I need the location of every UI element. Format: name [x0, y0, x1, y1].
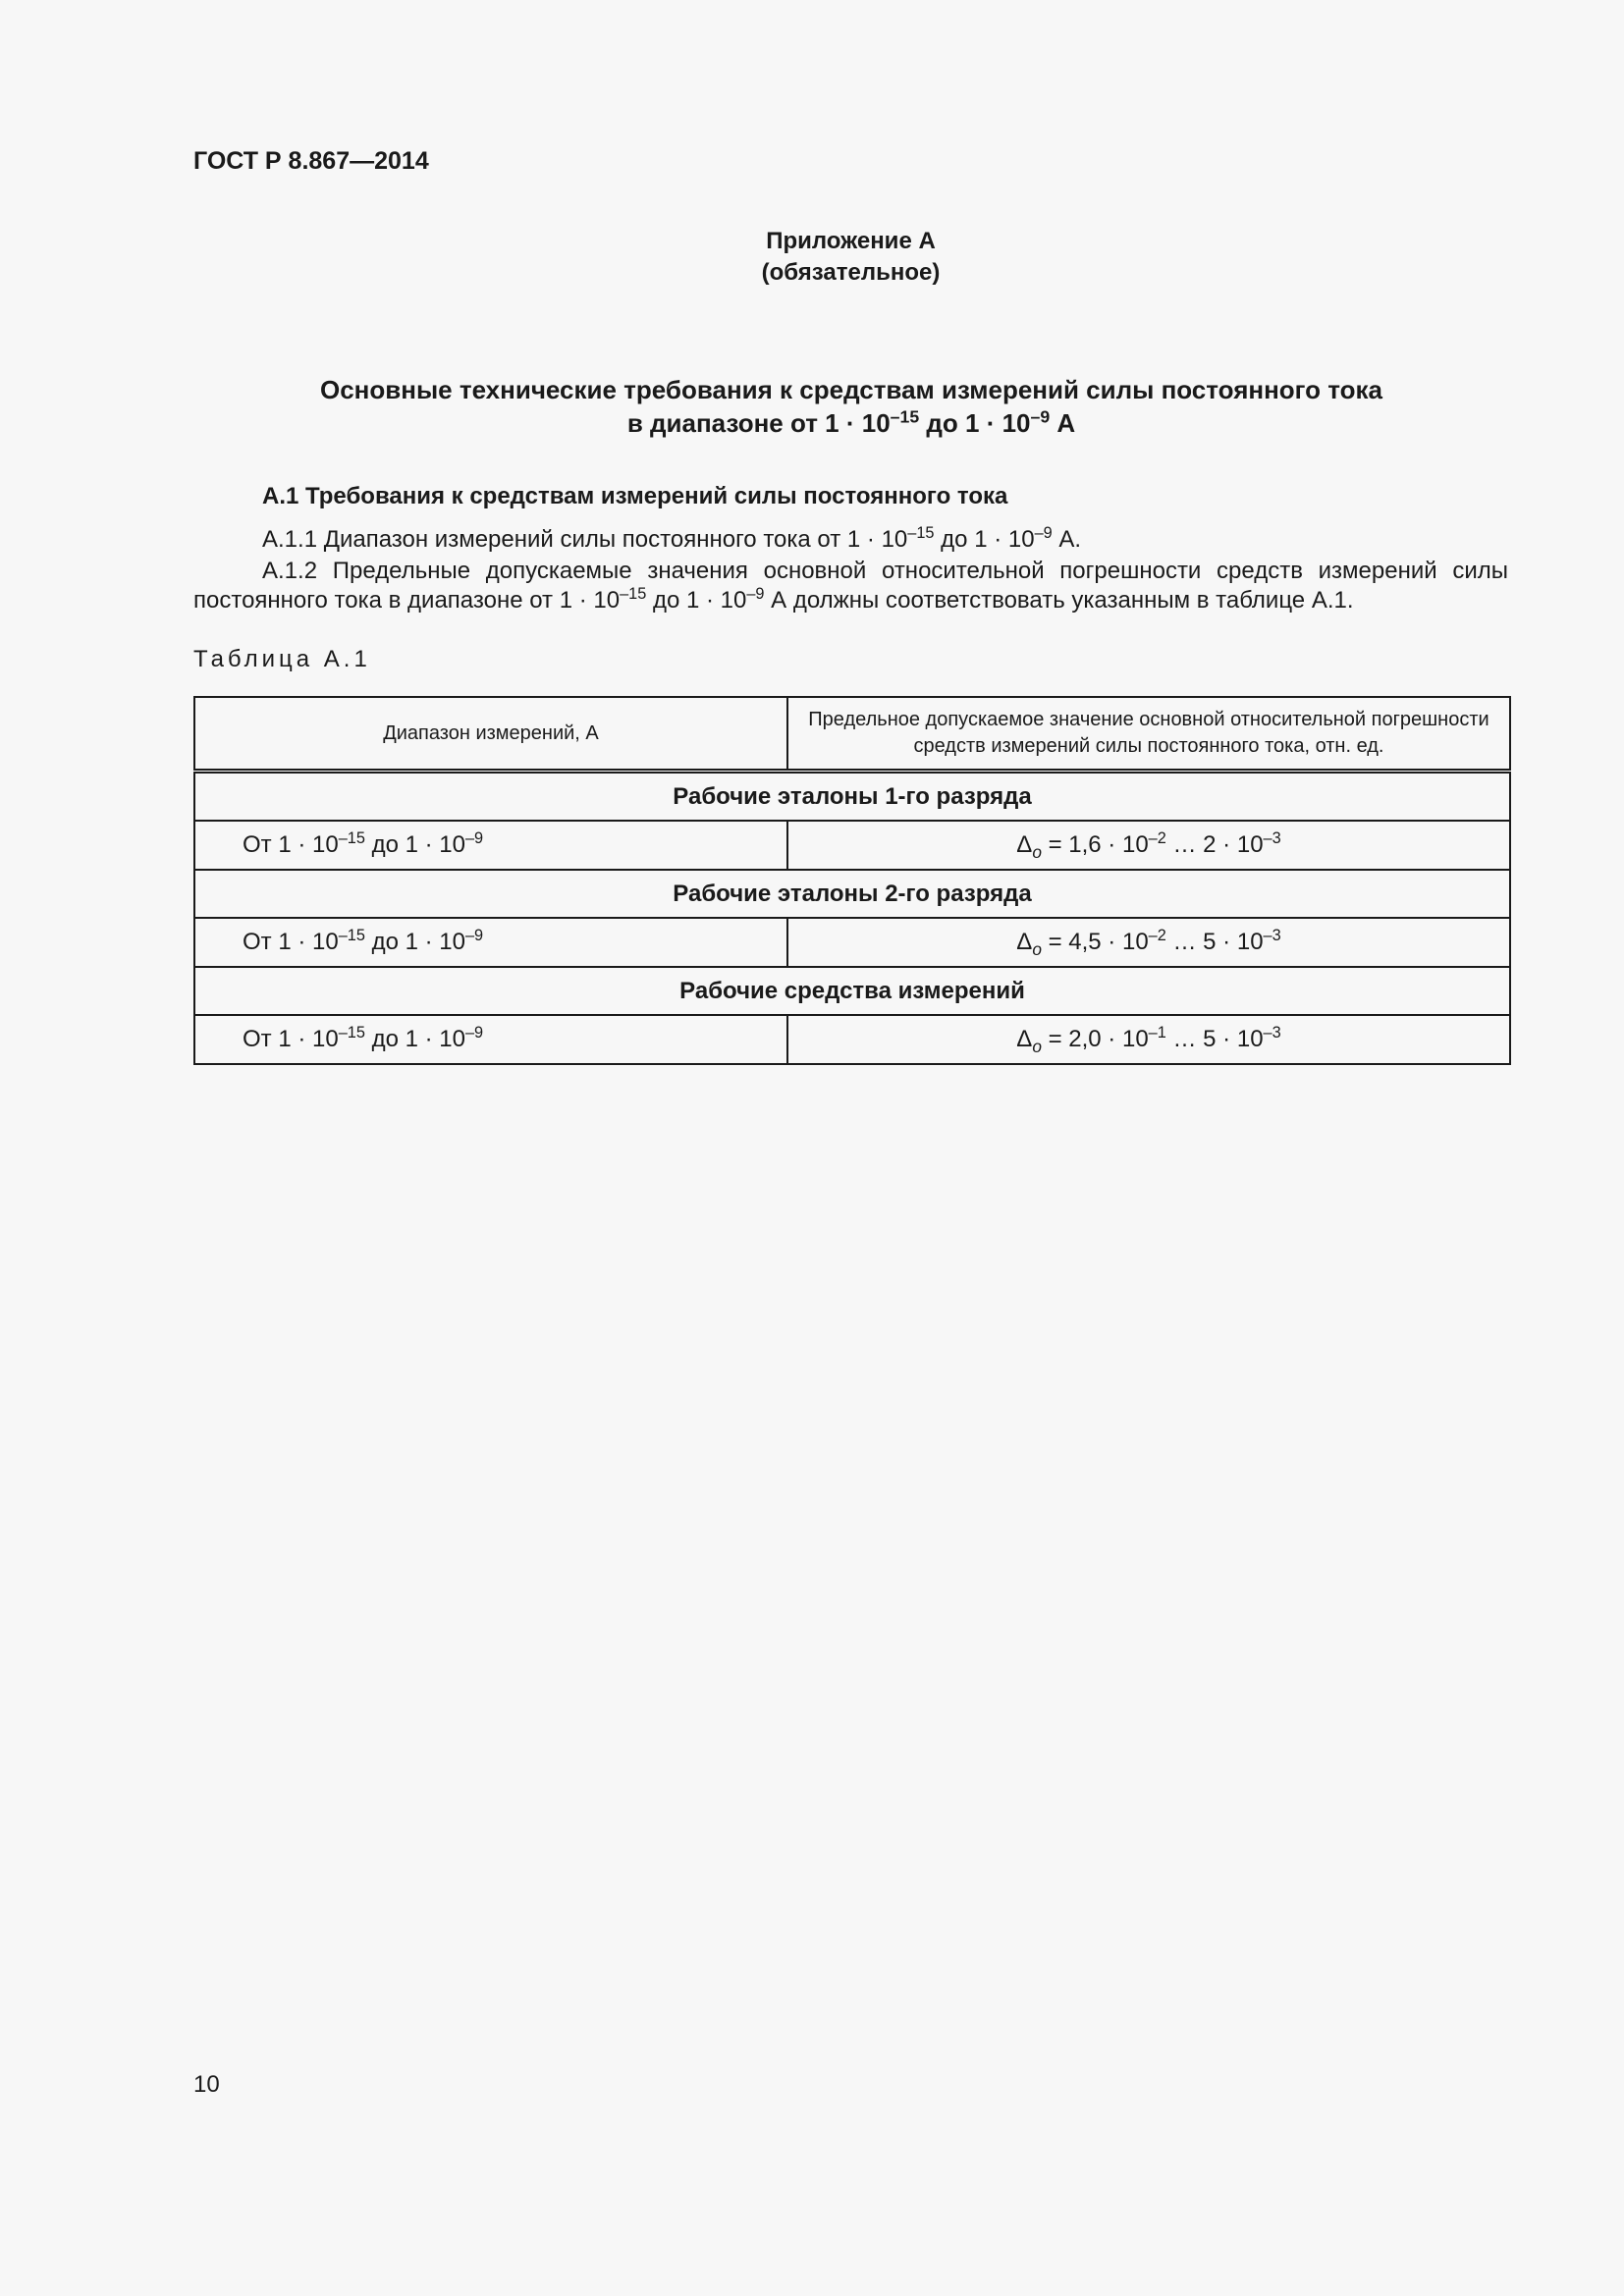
appendix-heading: [0, 226, 1624, 289]
table-header-row: [194, 697, 1510, 772]
table-caption: Таблица А.1: [193, 646, 371, 672]
group-row: [194, 967, 1510, 1015]
paragraph-a-1-1: А.1.1 Диапазон измерений силы постоянного тока от $1 \cdot 10^{-15}$ до $1 \cdot 10^{-9}$ А.: [262, 524, 1082, 553]
page-number: 10: [193, 2071, 220, 2098]
title-line-2: в диапазоне от $1 \cdot 10^{-15}$ до $1 \cdot 10^{-9}$ А: [626, 406, 1076, 438]
group-row: [194, 870, 1510, 918]
column-header-error: Предельное допускаемое значение основной относительной погрешности средств измерений силы постоянного тока, отн. ед.: [787, 697, 1510, 772]
appendix-title: Приложение А: [766, 228, 936, 254]
document-code: ГОСТ Р 8.867—2014: [193, 147, 429, 175]
requirements-table: [193, 696, 1511, 1065]
range-cell: От $1 \cdot 10^{-15}$ до $1 \cdot 10^{-9}$: [194, 918, 787, 967]
error-cell: $\Delta_o = 1,6 \cdot 10^{-2}$ … $2 \cdot 10^{-3}$: [787, 821, 1510, 870]
group-title: Рабочие средства измерений: [194, 967, 1510, 1015]
document-title: [193, 373, 1509, 440]
group-title: Рабочие эталоны 2-го разряда: [194, 870, 1510, 918]
table-row: [194, 1015, 1510, 1064]
column-header-range: Диапазон измерений, А: [194, 697, 787, 772]
group-title: Рабочие эталоны 1-го разряда: [194, 772, 1510, 822]
appendix-status: (обязательное): [761, 259, 941, 286]
table-row: [194, 918, 1510, 967]
section-heading: А.1 Требования к средствам измерений силы постоянного тока: [262, 483, 1008, 509]
range-cell: От $1 \cdot 10^{-15}$ до $1 \cdot 10^{-9}$: [194, 821, 787, 870]
range-cell: От $1 \cdot 10^{-15}$ до $1 \cdot 10^{-9}$: [194, 1015, 787, 1064]
group-row: [194, 772, 1510, 822]
table-row: [194, 821, 1510, 870]
paragraph-a-1-2: А.1.2 Предельные допускаемые значения основной относительной погрешности средств измерений силы постоянного тока в диапазоне от $1 \cdot 10^{-15}$ до $1 \cdot 10^{-9}$ А должны соответствовать указанным в таблице А.1.: [193, 558, 1508, 614]
title-line-1: Основные технические требования к средствам измерений силы постоянного тока: [319, 375, 1382, 404]
error-cell: $\Delta_o = 2,0 \cdot 10^{-1}$ … $5 \cdot 10^{-3}$: [787, 1015, 1510, 1064]
error-cell: $\Delta_o = 4,5 \cdot 10^{-2}$ … $5 \cdot 10^{-3}$: [787, 918, 1510, 967]
